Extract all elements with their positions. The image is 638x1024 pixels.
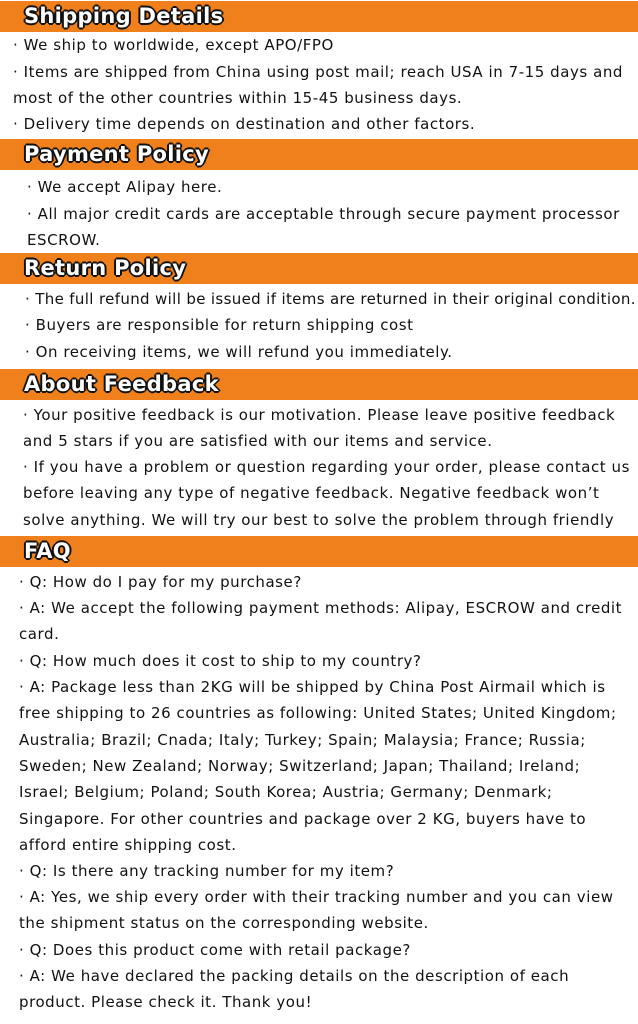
faq-header	[0, 536, 638, 567]
section-title: About Feedback	[24, 372, 219, 396]
text-line: · Q: How do I pay for my purchase?	[19, 573, 302, 591]
text-line: · A: We have declared the packing details on the description of each	[19, 967, 570, 985]
text-line: afford entire shipping cost.	[19, 836, 237, 854]
text-line: · We ship to worldwide, except APO/FPO	[13, 36, 334, 54]
text-line: card.	[19, 625, 60, 643]
text-line: · A: Package less than 2KG will be shipped by China Post Airmail which is	[19, 678, 606, 696]
text-line: product. Please check it. Thank you!	[19, 993, 313, 1011]
section-title: Shipping Details	[24, 4, 224, 28]
text-line: · All major credit cards are acceptable through secure payment processor	[27, 205, 620, 223]
text-line: · Your positive feedback is our motivation. Please leave positive feedback	[23, 406, 616, 424]
text-line: Sweden; New Zealand; Norway; Switzerland; Japan; Thailand; Ireland;	[19, 757, 581, 775]
section-title: FAQ	[24, 539, 71, 563]
text-line: · Q: Does this product come with retail package?	[19, 941, 411, 959]
text-line: free shipping to 26 countries as following: United States; United Kingdom;	[19, 704, 617, 722]
text-line: · Q: How much does it cost to ship to my country?	[19, 652, 422, 670]
text-line: ESCROW.	[27, 231, 101, 249]
text-line: · A: Yes, we ship every order with their tracking number and you can view	[19, 888, 614, 906]
text-line: before leaving any type of negative feedback. Negative feedback won’t	[23, 484, 600, 502]
text-line: · We accept Alipay here.	[27, 178, 223, 196]
text-line: · On receiving items, we will refund you immediately.	[25, 343, 453, 361]
text-line: · A: We accept the following payment methods: Alipay, ESCROW and credit	[19, 599, 623, 617]
text-line: · The full refund will be issued if items are returned in their original condition.	[25, 290, 636, 308]
text-line: · Buyers are responsible for return shipping cost	[25, 316, 414, 334]
text-line: · Delivery time depends on destination and other factors.	[13, 115, 476, 133]
text-line: most of the other countries within 15-45 business days.	[13, 89, 463, 107]
text-line: · Q: Is there any tracking number for my item?	[19, 862, 395, 880]
text-line: Australia; Brazil; Cnada; Italy; Turkey; Spain; Malaysia; France; Russia;	[19, 731, 586, 749]
text-line: · Items are shipped from China using post mail; reach USA in 7-15 days and	[13, 63, 623, 81]
shipping-details-header	[0, 1, 638, 32]
return-policy-header	[0, 253, 638, 284]
payment-policy-header	[0, 139, 638, 170]
text-line: solve anything. We will try our best to solve the problem through friendly	[23, 511, 615, 529]
text-line: Singapore. For other countries and package over 2 KG, buyers have to	[19, 810, 587, 828]
text-line: the shipment status on the corresponding website.	[19, 914, 429, 932]
text-line: and 5 stars if you are satisfied with our items and service.	[23, 432, 493, 450]
about-feedback-header	[0, 369, 638, 400]
text-line: · If you have a problem or question regarding your order, please contact us	[23, 458, 630, 476]
section-title: Payment Policy	[24, 142, 210, 166]
text-line: Israel; Belgium; Poland; South Korea; Austria; Germany; Denmark;	[19, 783, 553, 801]
section-title: Return Policy	[24, 256, 187, 280]
